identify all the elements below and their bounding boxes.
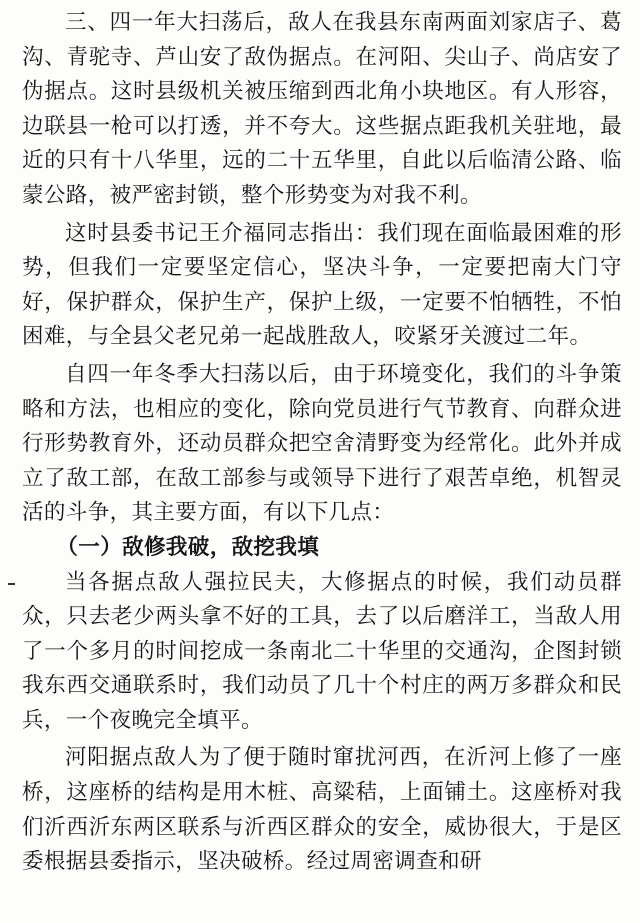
paragraph-bridge: 河阳据点敌人为了便于随时窜扰河西，在沂河上修了一座桥，这座桥的结构是用木桩、高粱秸，上面铺土。这座桥对我们沂西沂东两区联系与沂西区群众的安全，威协很大，于是区委根据县委指示，坚决破桥。经过周密调查和研 bbox=[22, 745, 622, 875]
paragraph-enemy-strongholds: 三、四一年大扫荡后，敌人在我县东南两面刘家店子、葛沟、青驼寺、芦山安了敌伪据点。在河阳、尖山子、尚店安了伪据点。这时县级机关被压缩到西北角小块地区。有人形容，边联县一枪可以打透，并不夸大。这些据点距我机关驻地，最近的只有十八华里，远的二十五华里，自此以后临清公路、临蒙公路，被严密封锁，整个形势变为对我不利。 bbox=[22, 10, 622, 208]
paragraph-county-secretary: 这时县委书记王介福同志指出：我们现在面临最困难的形势，但我们一定要坚定信心，坚决斗争，一定要把南大门守好，保护群众，保护生产，保护上级，一定要不怕牺牲，不怕困难，与全县父老兄弟一起战胜敌人，咬紧牙关渡过二年。 bbox=[22, 220, 622, 350]
paragraph-fill-trench: 当各据点敌人强拉民夫，大修据点的时候，我们动员群众，只去老少两头拿不好的工具，去了以后磨洋工，当敌人用了一个多月的时间挖成一条南北二十华里的交通沟，企图封锁我东西交通联系时，我们动员了几十个村庄的两万多群众和民兵，一个夜晚完全填平。 bbox=[22, 569, 622, 733]
section-heading: （一）敌修我破，敌挖我填 bbox=[56, 534, 320, 560]
document-body bbox=[22, 6, 622, 880]
stray-mark bbox=[8, 583, 15, 585]
paragraph-strategy-change: 自四一年冬季大扫荡以后，由于环境变化，我们的斗争策略和方法，也相应的变化，除向党员进行气节教育、向群众进行形势教育外，还动员群众把空舍清野变为经常化。此外并成立了敌工部，在敌工部参与或领导下进行了艰苦卓绝，机智灵活的斗争，其主要方面，有以下几点： bbox=[22, 361, 622, 526]
